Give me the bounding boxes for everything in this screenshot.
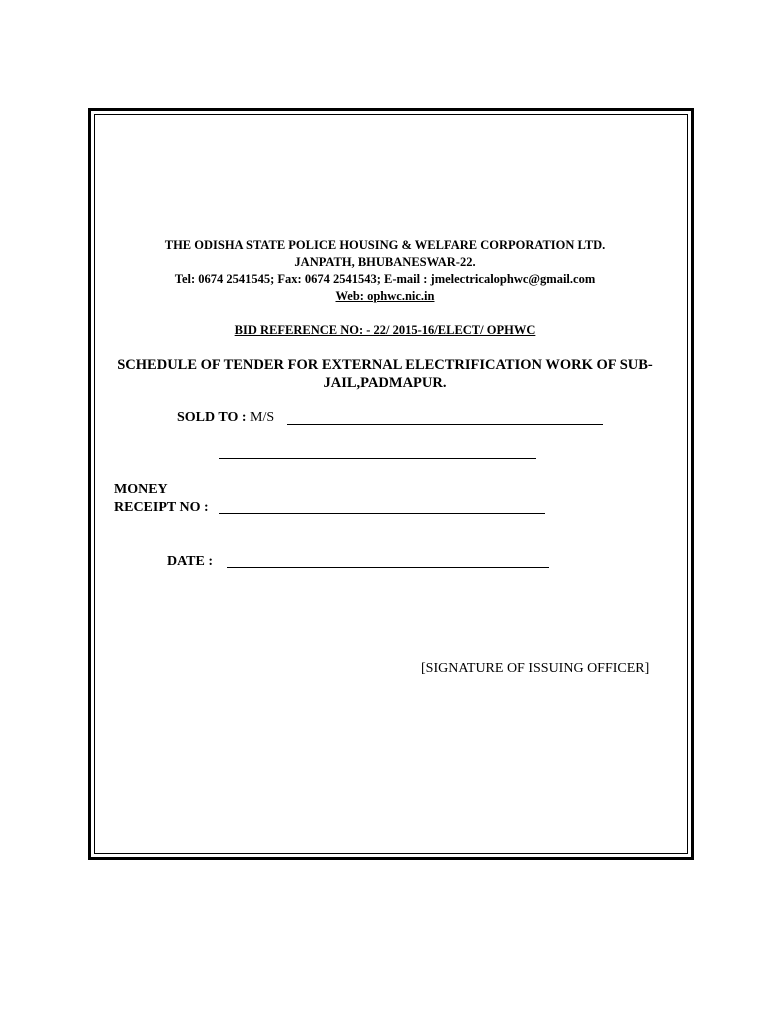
date-blank-line <box>227 567 549 568</box>
signature-of-issuing-officer: [SIGNATURE OF ISSUING OFFICER] <box>421 661 650 676</box>
document-border <box>88 108 694 860</box>
money-label: MONEY <box>114 482 168 497</box>
organization-name: THE ODISHA STATE POLICE HOUSING & WELFARE CORPORATION LTD. <box>164 238 606 252</box>
date-label: DATE : <box>167 554 214 569</box>
sold-to-prefix: M/S <box>250 410 275 425</box>
receipt-no-blank-line <box>219 513 545 514</box>
bid-reference: BID REFERENCE NO: - 22/ 2015-16/ELECT/ OPHWC <box>234 323 536 337</box>
organization-contact: Tel: 0674 2541545; Fax: 0674 2541543; E-mail : jmelectricalophwc@gmail.com <box>174 272 596 286</box>
receipt-no-label: RECEIPT NO : <box>114 500 209 515</box>
sold-to-second-blank-line <box>219 458 536 459</box>
sold-to-field <box>177 409 274 427</box>
sold-to-label: SOLD TO : <box>177 410 247 425</box>
organization-address: JANPATH, BHUBANESWAR-22. <box>294 255 476 269</box>
tender-title-line-2: JAIL,PADMAPUR. <box>323 375 447 391</box>
organization-web: Web: ophwc.nic.in <box>335 289 435 303</box>
document-border-inner <box>94 114 688 854</box>
sold-to-blank-line <box>287 424 603 425</box>
tender-title-line-1: SCHEDULE OF TENDER FOR EXTERNAL ELECTRIFICATION WORK OF SUB- <box>117 357 653 373</box>
